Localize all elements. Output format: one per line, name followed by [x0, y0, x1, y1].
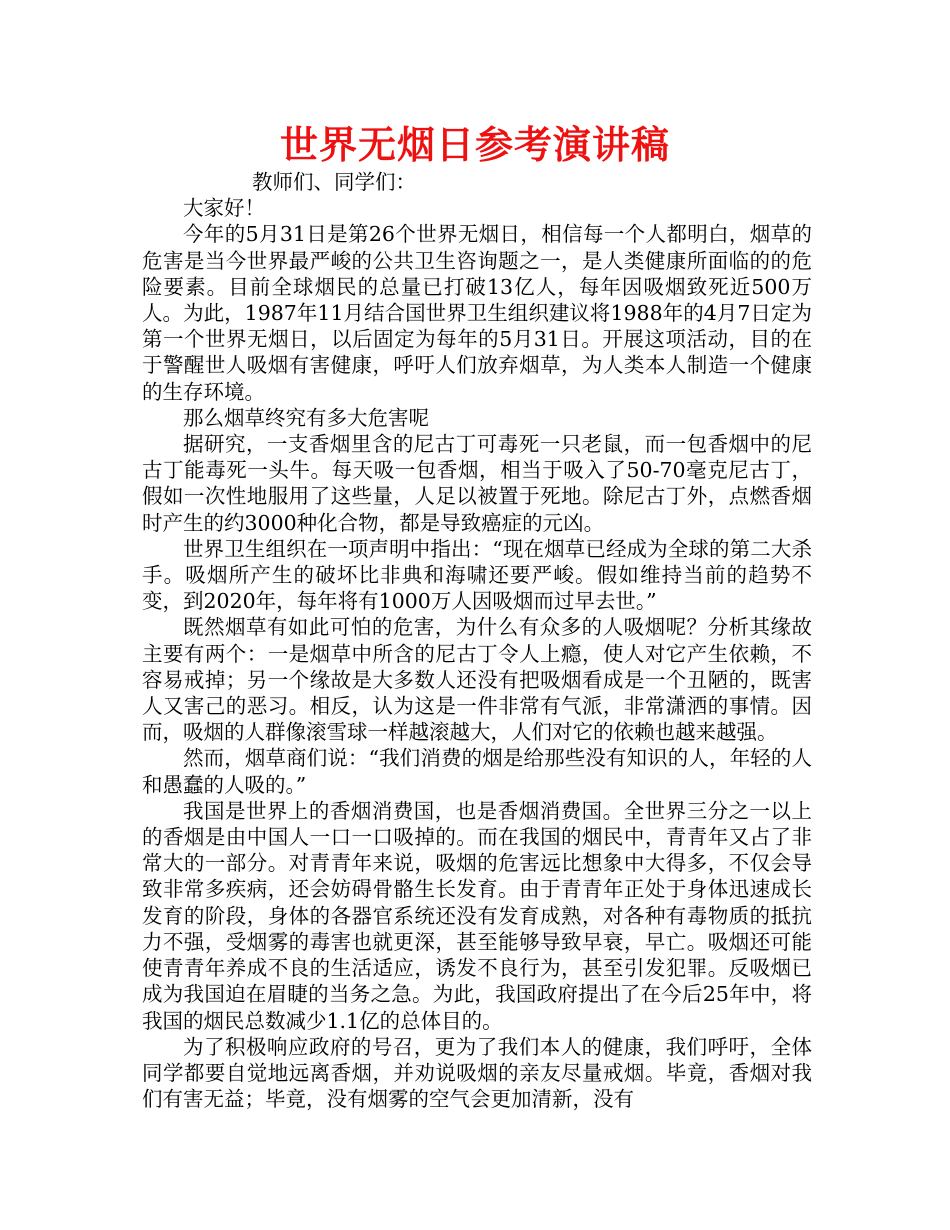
paragraph: 那么烟草终究有多大危害呢 — [183, 405, 429, 430]
document-body — [142, 169, 812, 1112]
paragraph: 世界卫生组织在一项声明中指出：“现在烟草已经成为全球的第二大杀手。吸烟所产生的破坏比非典和海啸还要严峻。假如维持当前的趋势不变，到2020年，每年将有1000万人因吸烟而过早去世。” — [142, 536, 812, 614]
paragraph: 今年的5月31日是第26个世界无烟日，相信每一个人都明白，烟草的危害是当今世界最严峻的公共卫生咨询题之一，是人类健康所面临的的危险要素。目前全球烟民的总量已打破13亿人，每年因吸烟致死近500万人。为此，1987年11月结合国世界卫生组织建议将1988年的4月7日定为第一个世界无烟日，以后固定为每年的5月31日。开展这项活动，目的在于警醒世人吸烟有害健康，呼吁人们放弃烟草，为人类本人制造一个健康的生存环境。 — [142, 222, 812, 404]
paragraph: 既然烟草有如此可怕的危害，为什么有众多的人吸烟呢？分析其缘故主要有两个：一是烟草中所含的尼古丁令人上瘾，使人对它产生依赖，不容易戒掉；另一个缘故是大多数人还没有把吸烟看成是一个丑陋的，既害人又害己的恶习。相反，认为这是一件非常有气派，非常潇洒的事情。因而，吸烟的人群像滚雪球一样越滚越大，人们对它的依赖也越来越强。 — [142, 615, 812, 745]
paragraph: 据研究，一支香烟里含的尼古丁可毒死一只老鼠，而一包香烟中的尼古丁能毒死一头牛。每天吸一包香烟，相当于吸入了50-70毫克尼古丁，假如一次性地服用了这些量，人足以被置于死地。除尼古丁外，点燃香烟时产生的约3000种化合物，都是导致癌症的元凶。 — [142, 432, 812, 535]
greeting: 大家好！ — [183, 196, 265, 221]
paragraph: 然而，烟草商们说：“我们消费的烟是给那些没有知识的人，年轻的人和愚蠢的人吸的。” — [142, 746, 812, 797]
paragraph: 为了积极响应政府的号召，更为了我们本人的健康，我们呼吁，全体同学都要自觉地远离香烟，并劝说吸烟的亲友尽量戒烟。毕竟，香烟对我们有害无益；毕竟，没有烟雾的空气会更加清新，没有 — [142, 1034, 812, 1112]
salutation: 教师们、同学们： — [252, 170, 416, 194]
document-title: 世界无烟日参考演讲稿 — [279, 123, 670, 167]
paragraph: 我国是世界上的香烟消费国，也是香烟消费国。全世界三分之一以上的香烟是由中国人一口一口吸掉的。而在我国的烟民中，青青年又占了非常大的一部分。对青青年来说，吸烟的危害远比想象中大得多，不仅会导致非常多疾病，还会妨碍骨骼生长发育。由于青青年正处于身体迅速成长发育的阶段，身体的各器官系统还没有发育成熟，对各种有毒物质的抵抗力不强，受烟雾的毒害也就更深，甚至能够导致早衰，早亡。吸烟还可能使青青年养成不良的生活适应，诱发不良行为，甚至引发犯罪。反吸烟已成为我国迫在眉睫的当务之急。为此，我国政府提出了在今后25年中，将我国的烟民总数减少1.1亿的总体目的。 — [142, 798, 812, 1033]
